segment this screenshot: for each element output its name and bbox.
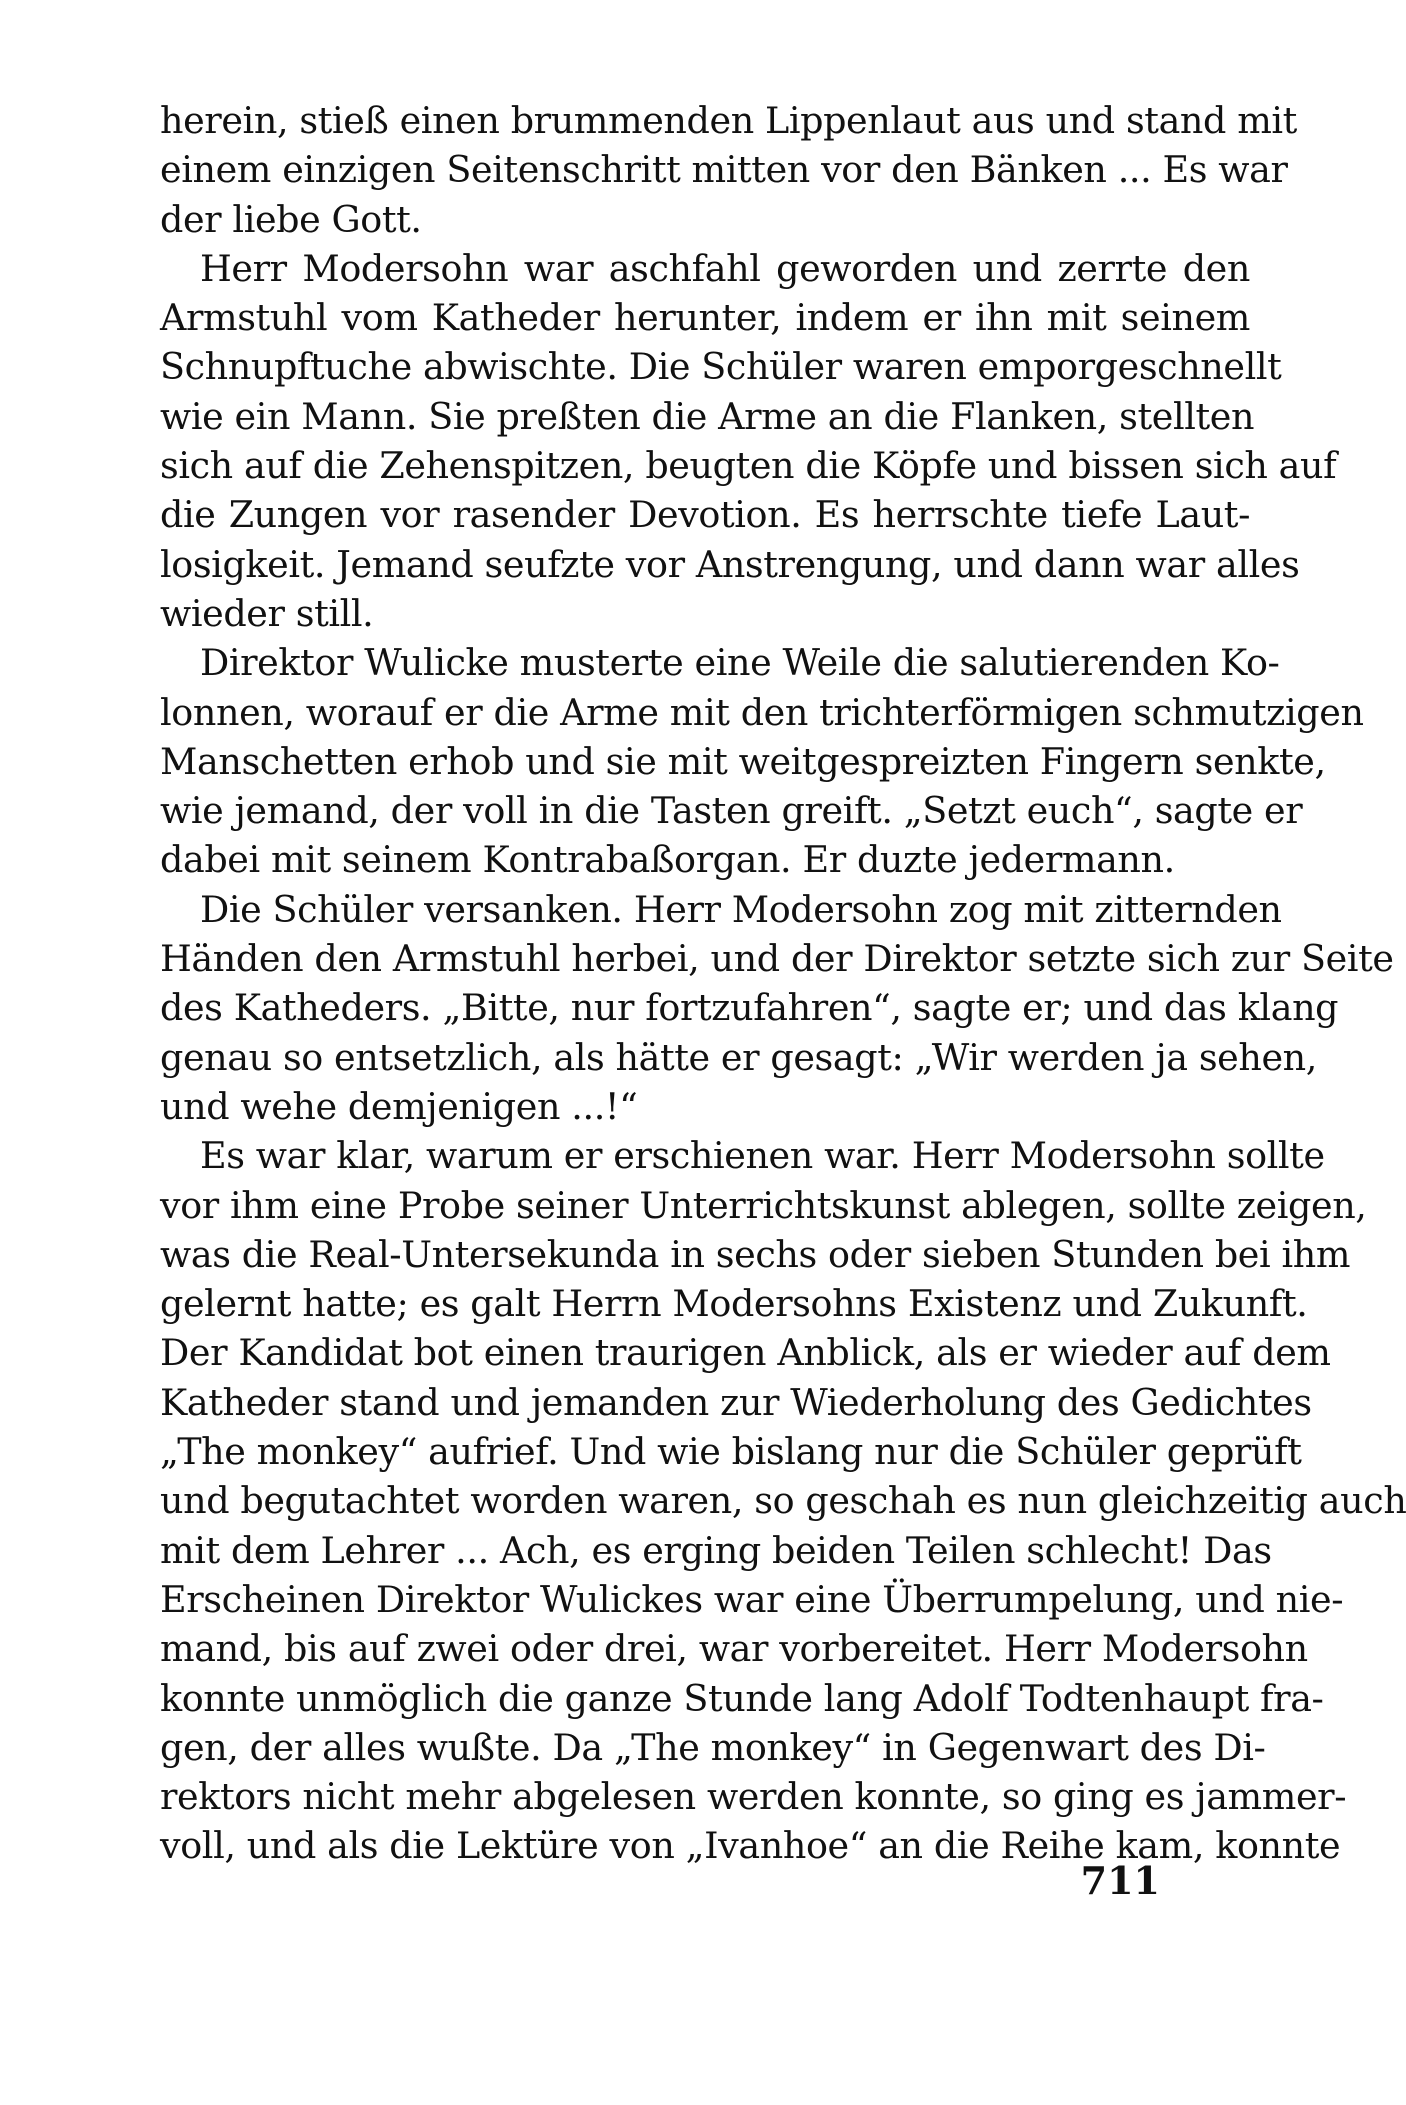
text-line: Katheder stand und jemanden zur Wiederholung des Gedichtes — [160, 1380, 1312, 1424]
text-line: wie jemand, der voll in die Tasten greift. „Setzt euch“, sagte er — [160, 789, 1303, 833]
text-line: gelernt hatte; es galt Herrn Modersohns Existenz und Zukunft. — [160, 1282, 1308, 1326]
text-line: und wehe demjenigen ...!“ — [160, 1084, 638, 1128]
text-line: Manschetten erhob und sie mit weitgespreizten Fingern senkte, — [160, 739, 1326, 783]
text-line: rektors nicht mehr abgelesen werden konnte, so ging es jammer- — [160, 1775, 1347, 1819]
text-line: was die Real-Untersekunda in sechs oder sieben Stunden bei ihm — [160, 1232, 1351, 1276]
text-line: „The monkey“ aufrief. Und wie bislang nur die Schüler geprüft — [160, 1430, 1302, 1474]
paragraph-start-line: Die Schüler versanken. Herr Modersohn zog mit zitternden — [200, 887, 1282, 931]
text-line: sich auf die Zehenspitzen, beugten die Köpfe und bissen sich auf — [160, 444, 1337, 488]
text-line: genau so entsetzlich, als hätte er gesagt: „Wir werden ja sehen, — [160, 1035, 1317, 1079]
text-line: Der Kandidat bot einen traurigen Anblick, als er wieder auf dem — [160, 1331, 1331, 1375]
text-line: Armstuhl vom Katheder herunter, indem er ihn mit seinem — [160, 296, 1250, 340]
text-line: herein, stieß einen brummenden Lippenlaut aus und stand mit — [160, 99, 1297, 142]
text-line: voll, und als die Lektüre von „Ivanhoe“ an die Reihe kam, konnte — [160, 1824, 1341, 1868]
page-number: 711 — [1080, 1858, 1160, 1903]
text-line: Händen den Armstuhl herbei, und der Direktor setzte sich zur Seite — [160, 937, 1394, 981]
text-line: und begutachtet worden waren, so geschah es nun gleichzeitig auch — [160, 1479, 1406, 1523]
text-line: Schnupftuche abwischte. Die Schüler waren emporgeschnellt — [160, 345, 1282, 389]
paragraph-start-line: Direktor Wulicke musterte eine Weile die salutierenden Ko- — [200, 641, 1280, 685]
body-text — [160, 96, 1406, 1871]
text-line: vor ihm eine Probe seiner Unterrichtskunst ablegen, sollte zeigen, — [160, 1183, 1367, 1227]
paragraph-start-line: Herr Modersohn war aschfahl geworden und zerrte den — [200, 246, 1250, 290]
text-line: mand, bis auf zwei oder drei, war vorbereitet. Herr Modersohn — [160, 1627, 1308, 1671]
text-line: wieder still. — [160, 591, 374, 635]
text-line: des Katheders. „Bitte, nur fortzufahren“, sagte er; und das klang — [160, 986, 1339, 1030]
text-line: Erscheinen Direktor Wulickes war eine Überrumpelung, und nie- — [160, 1577, 1344, 1621]
text-line: die Zungen vor rasender Devotion. Es herrschte tiefe Laut- — [160, 493, 1250, 537]
text-line: einem einzigen Seitenschritt mitten vor den Bänken ... Es war — [160, 148, 1288, 192]
text-line: der liebe Gott. — [160, 197, 422, 241]
text-line: dabei mit seinem Kontrabaßorgan. Er duzte jedermann. — [160, 838, 1175, 882]
text-line: gen, der alles wußte. Da „The monkey“ in Gegenwart des Di- — [160, 1725, 1266, 1769]
text-line: mit dem Lehrer ... Ach, es erging beiden Teilen schlecht! Das — [160, 1528, 1272, 1572]
text-line: konnte unmöglich die ganze Stunde lang Adolf Todtenhaupt fra- — [160, 1676, 1324, 1720]
text-line: lonnen, worauf er die Arme mit den trichterförmigen schmutzigen — [160, 690, 1364, 734]
paragraph-start-line: Es war klar, warum er erschienen war. Herr Modersohn sollte — [200, 1134, 1325, 1178]
text-line: losigkeit. Jemand seufzte vor Anstrengung, und dann war alles — [160, 542, 1300, 586]
text-line: wie ein Mann. Sie preßten die Arme an die Flanken, stellten — [160, 394, 1255, 438]
